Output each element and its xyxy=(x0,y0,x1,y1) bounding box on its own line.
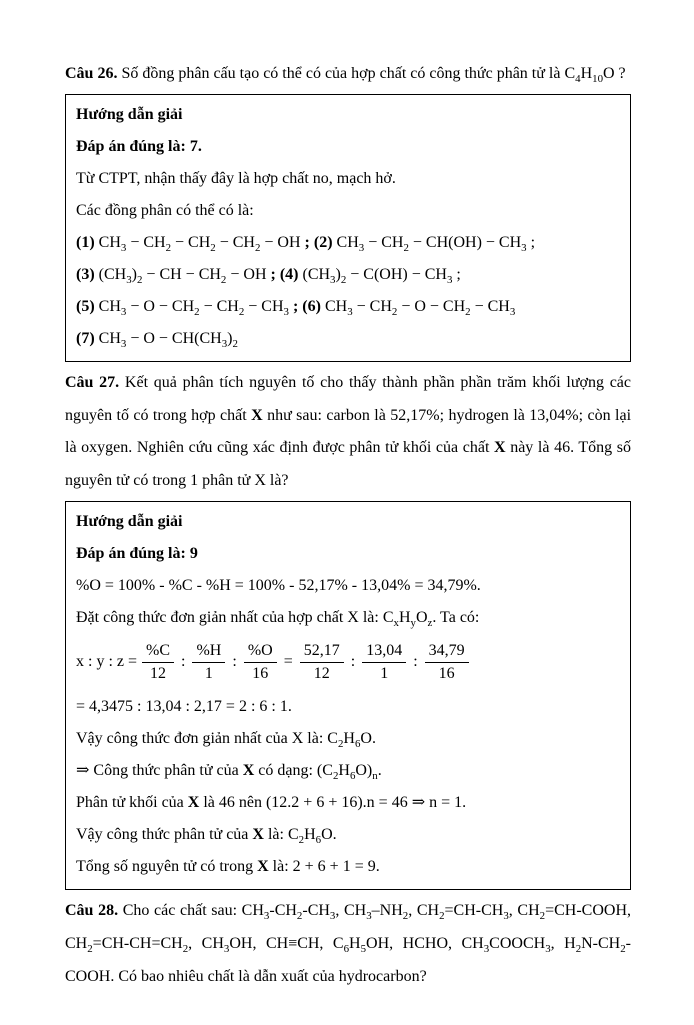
solution-27-answer: Đáp án đúng là: 9 xyxy=(76,544,198,562)
solution-27-equation xyxy=(76,634,620,691)
question-28-label: Câu 28. xyxy=(65,901,119,919)
fraction-pctC-12 xyxy=(142,641,174,684)
fraction-denominator: 12 xyxy=(313,664,330,682)
question-27-label: Câu 27. xyxy=(65,373,120,391)
fraction-numerator: %O xyxy=(244,641,277,663)
question-28-text: Cho các chất sau: $CH_3-CH_2-CH_3$, $CH_3-NH_2$, $CH_2=CH-CH_3$, $CH_2=CH$-COOH, $CH_2=CH-CH=CH_2$, $CH_3OH$, CH≡CH, $C_6H_5OH$, HCHO, $CH_3COOCH_3$, $H_2N-CH_2$-COOH. Có bao nhiêu chất là dẫn xuất của hydrocarbon? xyxy=(65,901,632,985)
solution-27-line-1: %O = 100% - %C - %H = 100% - 52,17% - 13,04% = 34,79%. xyxy=(76,576,481,594)
solution-26-line-2: Các đồng phân có thể có là: xyxy=(76,201,254,219)
solution-27-line-5: Vậy công thức đơn giản nhất của X là: $C_2H_6O$. xyxy=(76,729,376,751)
solution-26-header: Hướng dẫn giải xyxy=(76,105,183,123)
ratio-separator: : xyxy=(350,653,356,671)
fraction-numerator: %H xyxy=(192,641,225,663)
solution-27-line-6: ⇒ Công thức phân tử của X có dạng: $(C_2H_6O)_n$. xyxy=(76,761,382,783)
question-26-label: Câu 26. xyxy=(65,65,118,82)
solution-box-26 xyxy=(65,94,631,362)
solution-26-line-1: Từ CTPT, nhận thấy đây là hợp chất no, mạch hở. xyxy=(76,169,396,187)
solution-26-isomer-7: (7) $CH_3 - O - CH(CH_3)_2$ xyxy=(76,329,238,350)
solution-27-line-9: Tổng số nguyên tử có trong X là: 2 + 6 + 1 = 9. xyxy=(76,857,380,875)
solution-box-27 xyxy=(65,501,631,890)
question-26 xyxy=(65,58,631,91)
fraction-numerator: 52,17 xyxy=(300,641,344,663)
fraction-3479-16 xyxy=(425,641,469,684)
ratio-separator: : xyxy=(232,653,237,671)
solution-26-answer: Đáp án đúng là: 7. xyxy=(76,137,202,155)
solution-27-line-4: = 4,3475 : 13,04 : 2,17 = 2 : 6 : 1. xyxy=(76,697,292,715)
ratio-separator: : xyxy=(181,653,186,671)
fraction-numerator: 34,79 xyxy=(425,641,469,663)
solution-27-header: Hướng dẫn giải xyxy=(76,512,183,530)
fraction-5217-12 xyxy=(300,641,344,684)
fraction-1304-1 xyxy=(362,641,406,684)
fraction-denominator: 16 xyxy=(252,664,269,682)
question-28 xyxy=(65,895,631,993)
fraction-denominator: 16 xyxy=(438,664,455,682)
question-27 xyxy=(65,367,631,498)
solution-26-isomers-3-4: (3) $(CH_3)_2$ − CH − $CH_2$ − OH ; (4) $(CH_3)_2 - C(OH) - CH_3$ ; xyxy=(76,265,461,286)
fraction-denominator: 1 xyxy=(204,664,213,682)
equals-sign: = xyxy=(283,653,293,671)
fraction-pctO-16 xyxy=(244,641,277,684)
solution-27-line-7: Phân tử khối của X là 46 nên (12.2 + 6 + 16).n = 46 ⇒ n = 1. xyxy=(76,793,467,811)
solution-27-line-8: Vậy công thức phân tử của X là: $C_2H_6O$. xyxy=(76,825,337,847)
question-26-text: Số đồng phân cấu tạo có thể có của hợp chất có công thức phân tử là $C_4H_{10}O$ ? xyxy=(117,65,626,86)
fraction-denominator: 12 xyxy=(150,664,167,682)
solution-26-isomers-1-2: (1) $CH_3 - CH_2 - CH_2 - CH_2$ − OH ; (2) $CH_3 - CH_2 - CH(OH) - CH_3$ ; xyxy=(76,233,536,254)
fraction-denominator: 1 xyxy=(380,664,389,682)
fraction-numerator: 13,04 xyxy=(362,641,406,663)
fraction-pctH-1 xyxy=(192,641,225,684)
solution-26-isomers-5-6: (5) $CH_3 - O - CH_2 - CH_2 - CH_3$ ; (6) $CH_3 - CH_2 - O - CH_2 - CH_3$ xyxy=(76,297,516,318)
ratio-separator: : xyxy=(413,653,418,671)
fraction-numerator: %C xyxy=(142,641,174,663)
equation-lhs: x : y : z = xyxy=(76,653,138,671)
solution-27-line-2: Đặt công thức đơn giản nhất của hợp chất X là: $C_xH_yO_z$. Ta có: xyxy=(76,608,480,630)
question-27-text: Kết quả phân tích nguyên tố cho thấy thành phần phần trăm khối lượng các nguyên tố có trong hợp chất X như sau: carbon là 52,17%; hydrogen là 13,04%; còn lại là oxygen. Nghiên cứu cũng xác định được phân tử khối của chất X này là 46. Tổng số nguyên tử có trong 1 phân tử X là? xyxy=(65,373,632,490)
